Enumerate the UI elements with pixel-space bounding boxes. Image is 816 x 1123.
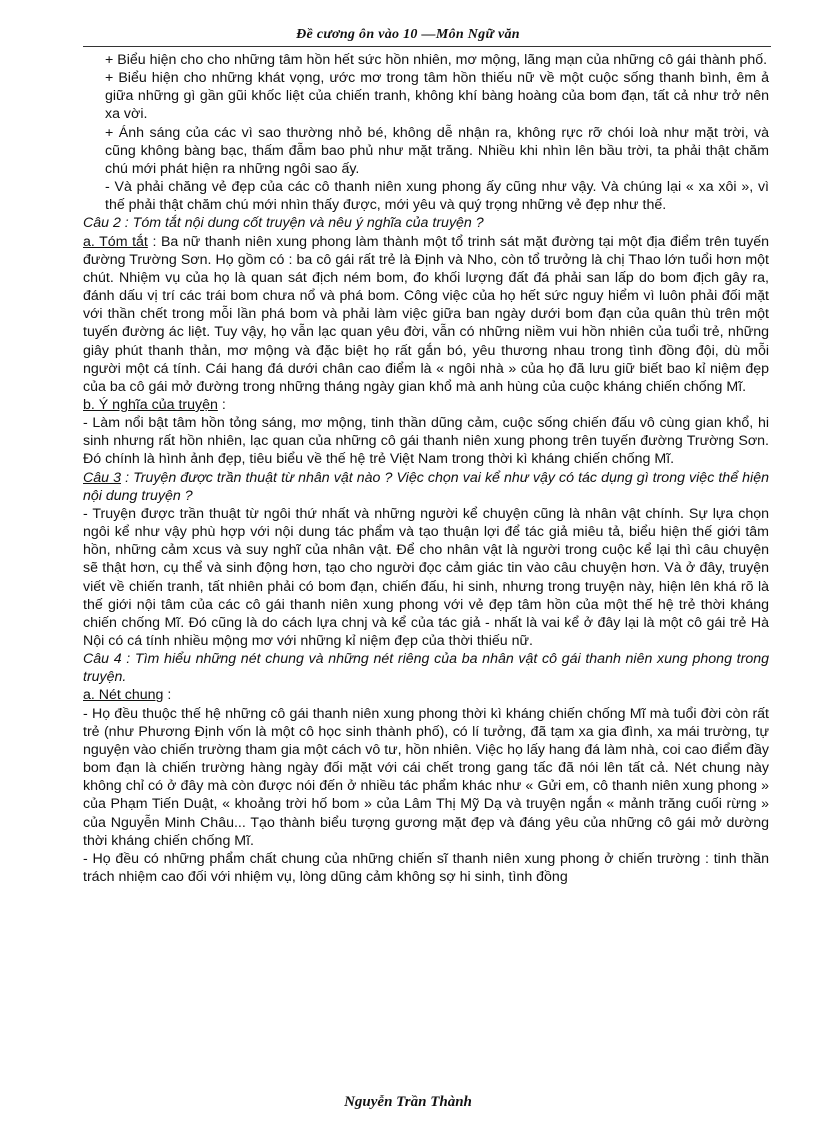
question-3-label: Câu 3 xyxy=(83,469,121,486)
question-2-meaning-text: - Làm nổi bật tâm hồn tỏng sáng, mơ mộng, tinh thần dũng cảm, cuộc sống chiến đấu vô cùng gian khổ, hi sinh nhưng rất hồn nhiên, lạc quan của những cô gái thanh niên xung phong trên tuyến đường Trường Sơn. Đó chính là hình ảnh đẹp, tiêu biểu về thế hệ trẻ Việt Nam trong thời kì kháng chiến chống Mĩ. xyxy=(83,415,769,468)
question-4-heading: Câu 4 : Tìm hiểu những nét chung và những nét riêng của ba nhân vật cô gái thanh niên xung phong trong truyện. xyxy=(83,651,769,686)
question-2-summary xyxy=(83,233,769,396)
question-2-heading: Câu 2 : Tóm tắt nội dung cốt truyện và nêu ý nghĩa của truyện ? xyxy=(83,215,484,232)
page-header: Đề cương ôn vào 10 —Môn Ngữ văn xyxy=(296,27,520,42)
page-content xyxy=(83,51,769,886)
common-label: a. Nét chung xyxy=(83,687,164,704)
question-2-meaning-heading xyxy=(83,396,769,414)
meaning-colon: : xyxy=(217,396,226,413)
header-rule xyxy=(83,46,771,47)
question-4-common-heading xyxy=(83,686,769,704)
question-3-heading xyxy=(83,469,769,505)
question-3-heading-text: : Truyện được trần thuật từ nhân vật nào ? Việc chọn vai kể như vậy có tác dụng gì trong việc thể hiện nội dung truyện ? xyxy=(83,469,769,504)
intro-paragraph-1: + Biểu hiện cho cho những tâm hồn hết sức hồn nhiên, mơ mộng, lãng mạn của những cô gái thành phố. xyxy=(105,52,768,68)
summary-text: : Ba nữ thanh niên xung phong làm thành một tổ trinh sát mặt đường tại một địa điểm trên tuyến đường Trường Sơn. Họ gồm có : ba cô gái rất trẻ là Định và Nho, còn tổ trưởng là chị Thao lớn tuổi hơn một chút. Nhiệm vụ của họ là quan sát địch ném bom, đo khối lượng đất đá phải san lấp do bom địch gây ra, đánh dấu vị trí các trái bom chưa nổ và phá bom. Công việc của họ hết sức nguy hiểm vì luôn phải đối mặt với thần chết trong mỗi lần phá bom và phải làm việc giữa ban ngày dưới bom đạn của quân thù trên một tuyến đường ác liệt. Tuy vậy, họ vẫn lạc quan yêu đời, vẫn có những niềm vui hồn nhiên của tuổi trẻ, những giây phút thanh thản, mơ mộng và đặc biệt họ rất gắn bó, yêu thương nhau trong tình đồng đội, dù mỗi người một cá tính. Cái hang đá dưới chân cao điểm là « ngôi nhà » của họ đã lưu giữ biết bao kỉ niệm đẹp của ba cô gái mở đường trong những tháng ngày gian khổ mà anh hùng của cuộc kháng chiến chống Mĩ. xyxy=(83,233,769,395)
question-3-answer: - Truyện được trần thuật từ ngôi thứ nhất và những người kể chuyện cũng là nhân vật chính. Sự lựa chọn ngôi kể như vậy phù hợp với nội dung tác phẩm và tạo thuận lợi để tác giả miêu tả, biểu hiện thế giới tâm hồn, những cảm xcus và suy nghĩ của nhân vật. Để cho nhân vật là người trong cuộc kể lại thì câu chuyện sẽ thật hơn, cụ thể và sinh động hơn, tạo cho người đọc cảm giác tin vào câu chuyện hơn. Và ở đây, truyện viết về chiến tranh, tất nhiên phải có bom đạn, chiến đấu, hi sinh, nhưng trong truyện này, hiện lên khá rõ là thế giới nội tâm của các cô gái thanh niên xung phong với vẻ đẹp tâm hồn của một thế hệ trẻ thời kháng chiến chống Mĩ. Đó cũng là do cách lựa chnj và kể của tác giả - nhất là vai kể ở đây lại là một cô gái trẻ Hà Nội có cá tính nhiều mộng mơ với những kỉ niệm đẹp của thời thiếu nữ. xyxy=(83,505,769,649)
question-4-common-text-1: - Họ đều thuộc thế hệ những cô gái thanh niên xung phong thời kì kháng chiến chống Mĩ mà tuổi đời còn rất trẻ (như Phương Định vốn là một cô học sinh thành phố), có lí tưởng, đã tạm xa gia đình, xa mái trường, tự nguyện vào chiến trường tham gia một cách vô tư, hồn nhiên. Việc họ lấy hang đá làm nhà, coi cao điểm đầy bom đạn là chiến trường hàng ngày đối mặt với cái chết trong gang tấc đã nói lên tất cả. Nét chung này không chỉ có ở đây mà còn được nói đến ở nhiều tác phẩm khác như « Gửi em, cô thanh niên xung phong » của Phạm Tiến Duật, « khoảng trời hố bom » của Lâm Thị Mỹ Dạ và truyện ngắn « mảnh trăng cuối rừng » của Nguyễn Minh Châu... Tạo thành biểu tượng gương mặt đẹp và đáng yêu của những cô gái mở dường thời kháng chiến chống Mĩ. xyxy=(83,705,769,849)
intro-paragraph-4: - Và phải chăng vẻ đẹp của các cô thanh niên xung phong ấy cũng như vậy. Và chúng lại « xa xôi », vì thế phải thật chăm chú mới nhìn thấy được, mới yêu và quý trọng những vẻ đẹp như thế. xyxy=(105,179,769,214)
intro-paragraph-2: + Biểu hiện cho những khát vọng, ước mơ trong tâm hồn thiếu nữ về một cuộc sống thanh bình, êm ả giữa những gì gần gũi khốc liệt của chiến tranh, không khí bàng hoàng của bom đạn, tất cả như trở nên xa vời. xyxy=(105,70,769,123)
meaning-label: b. Ý nghĩa của truyện xyxy=(83,396,218,413)
page-footer-author: Nguyễn Trần Thành xyxy=(344,1094,472,1110)
summary-label: a. Tóm tắt xyxy=(83,233,148,250)
common-colon: : xyxy=(163,687,172,704)
question-4-common-text-2: - Họ đều có những phẩm chất chung của những chiến sĩ thanh niên xung phong ở chiến trường : tinh thần trách nhiệm cao đối với nhiệm vụ, lòng dũng cảm không sợ hi sinh, tình đồng xyxy=(83,850,769,886)
intro-paragraph-3: + Ánh sáng của các vì sao thường nhỏ bé, không dễ nhận ra, không rực rỡ chói loà như mặt trời, và cũng không bàng bạc, thấm đẫm bao phủ như mặt trăng. Nhiều khi nhìn lên bầu trời, ta phải thật chăm chú mới phát hiện ra những ngôi sao ấy. xyxy=(105,124,769,177)
